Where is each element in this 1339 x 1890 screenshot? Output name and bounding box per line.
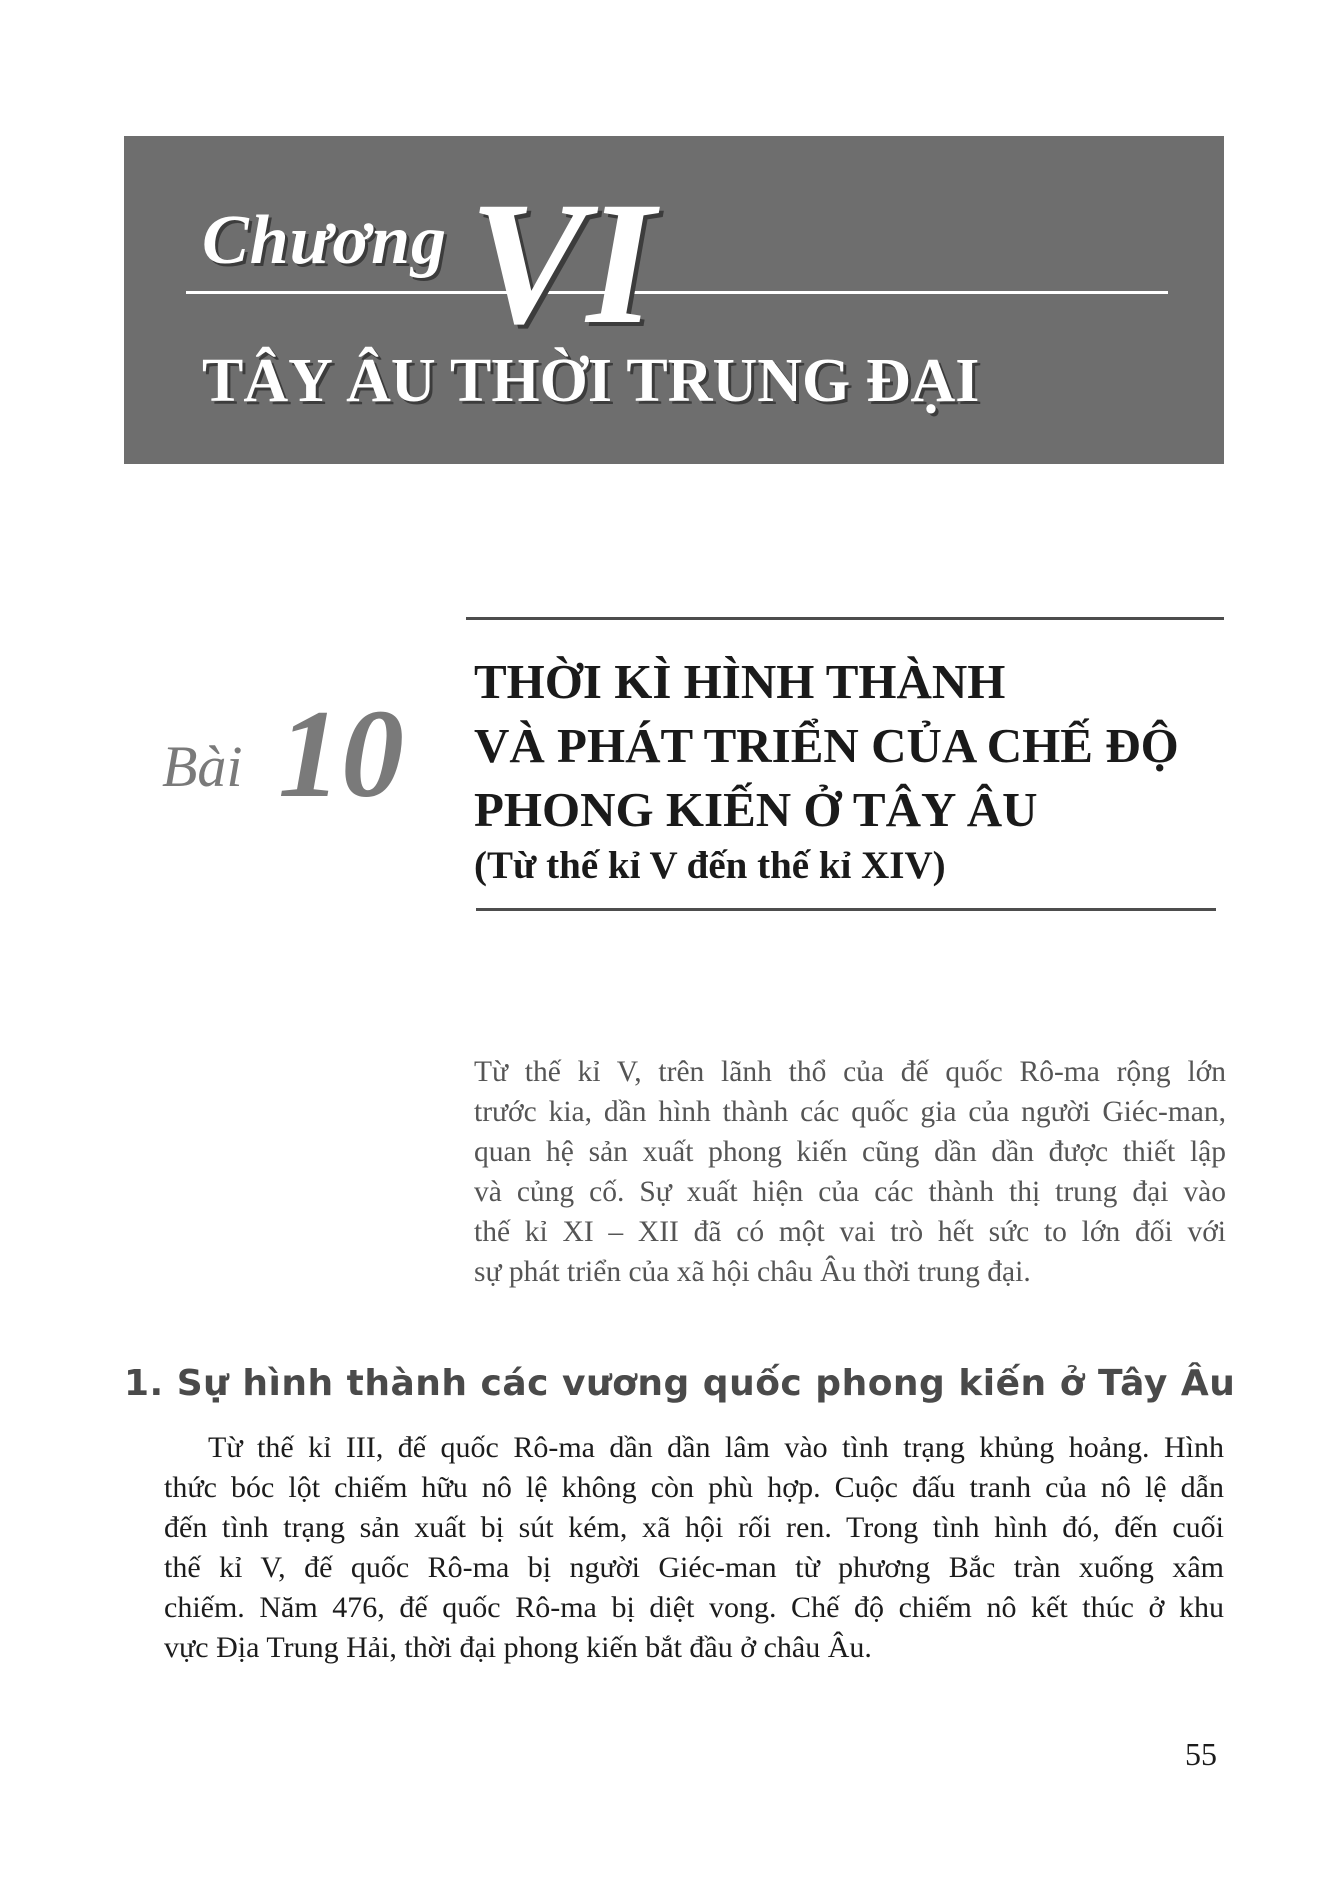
lesson-number: 10 [278, 685, 404, 824]
chapter-banner [124, 136, 1224, 464]
lesson-label: Bài [162, 734, 243, 799]
lesson-title-line: PHONG KIẾN Ở TÂY ÂU [474, 782, 1038, 837]
intro-line: thế kỉ XI – XII đã có một vai trò hết sức to lớn đối với [474, 1216, 1226, 1248]
chapter-number: VI [469, 166, 655, 361]
body-line: chiếm. Năm 476, đế quốc Rô-ma bị diệt vong. Chế độ chiếm nô kết thúc ở khu [164, 1591, 1224, 1624]
intro-line: trước kia, dần hình thành các quốc gia của người Giéc-man, [474, 1096, 1226, 1128]
intro-paragraph [474, 1052, 1226, 1292]
lesson-title-line: VÀ PHÁT TRIỂN CỦA CHẾ ĐỘ [474, 718, 1179, 773]
lesson-rule-bottom [476, 908, 1216, 911]
section-heading: 1. Sự hình thành các vương quốc phong kiến ở Tây Âu [124, 1363, 1236, 1404]
body-line: đến tình trạng sản xuất bị sút kém, xã hội rối ren. Trong tình hình đó, đến cuối [164, 1511, 1224, 1544]
body-line: thế kỉ V, đế quốc Rô-ma bị người Giéc-man từ phương Bắc tràn xuống xâm [164, 1551, 1224, 1584]
lesson-title-line: THỜI KÌ HÌNH THÀNH [474, 654, 1006, 709]
intro-line: quan hệ sản xuất phong kiến cũng dần dần được thiết lập [474, 1136, 1226, 1168]
body-line: vực Địa Trung Hải, thời đại phong kiến bắt đầu ở châu Âu. [164, 1631, 872, 1664]
lesson-title [474, 650, 1234, 842]
lesson-subtitle: (Từ thế kỉ V đến thế kỉ XIV) [474, 844, 946, 887]
body-paragraph [164, 1428, 1224, 1668]
intro-line: sự phát triển của xã hội châu Âu thời trung đại. [474, 1256, 1031, 1288]
chapter-title: TÂY ÂU THỜI TRUNG ĐẠI [202, 347, 980, 415]
chapter-label: Chương [202, 202, 448, 279]
body-line: Từ thế kỉ III, đế quốc Rô-ma dần dần lâm vào tình trạng khủng hoảng. Hình [208, 1431, 1224, 1464]
body-line: thức bóc lột chiếm hữu nô lệ không còn phù hợp. Cuộc đấu tranh của nô lệ dẫn [164, 1471, 1224, 1504]
page-number: 55 [1185, 1736, 1217, 1772]
intro-line: và củng cố. Sự xuất hiện của các thành thị trung đại vào [474, 1176, 1226, 1208]
chapter-divider [186, 291, 1168, 294]
intro-line: Từ thế kỉ V, trên lãnh thổ của đế quốc Rô-ma rộng lớn [474, 1056, 1226, 1088]
lesson-rule-top [466, 617, 1224, 620]
